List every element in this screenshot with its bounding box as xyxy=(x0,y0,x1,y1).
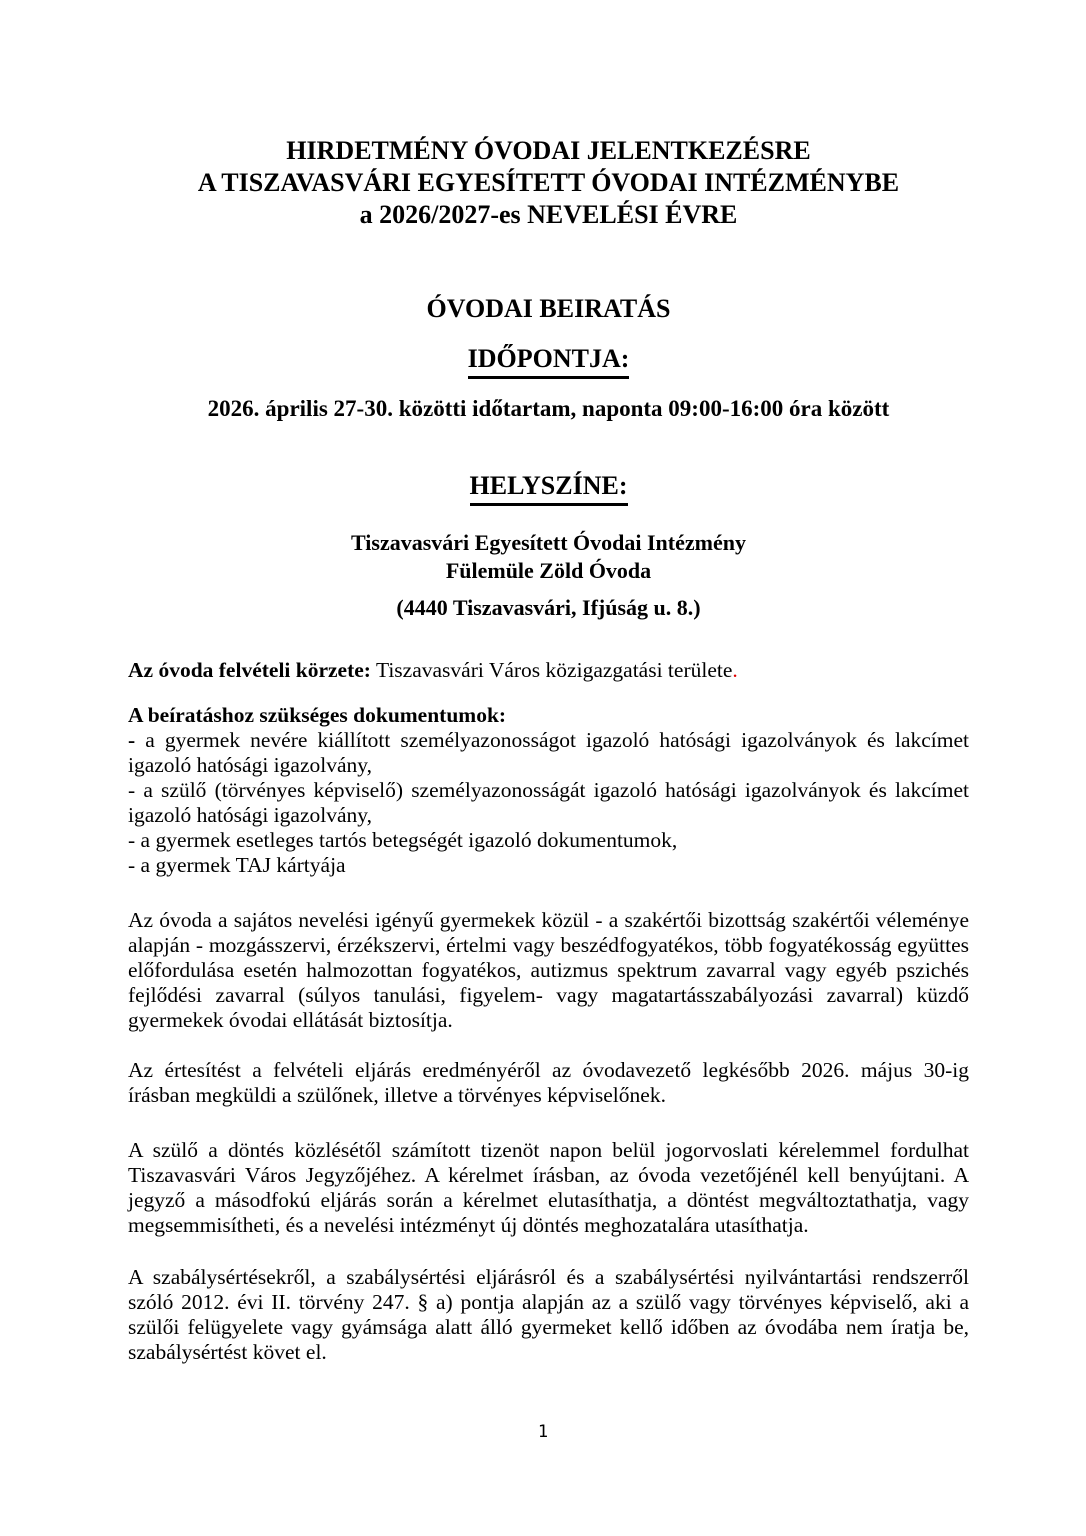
list-item-text: a gyermek TAJ kártyája xyxy=(135,853,346,877)
list-item-text: a gyermek nevére kiállított személyazonosságot igazoló hatósági igazolványok és lakcímet igazoló hatósági igazolvány, xyxy=(128,728,969,777)
venue-heading xyxy=(128,470,969,506)
list-item-text: a szülő (törvényes képviselő) személyazonosságát igazoló hatósági igazolványok és lakcímet igazoló hatósági igazolvány, xyxy=(128,778,969,827)
date-heading-text: IDŐPONTJA: xyxy=(468,343,630,379)
page-number: 1 xyxy=(537,1422,549,1442)
document-list-item xyxy=(128,853,969,878)
paragraph-offense: A szabálysértésekről, a szabálysértési eljárásról és a szabálysértési nyilvántartási rendszerről szóló 2012. évi II. törvény 247. § a) pontja alapján az a szülő vagy törvényes képviselő, aki a szülői felügyelete vagy gyámsága alatt álló gyermeket kellő időben az óvodába nem íratja be, szabálysértést követ el. xyxy=(128,1265,969,1364)
enrollment-heading: ÓVODAI BEIRATÁS xyxy=(426,294,671,323)
document-list-item xyxy=(128,828,969,853)
documents-section xyxy=(128,703,969,878)
documents-heading: A beíratáshoz szükséges dokumentumok: xyxy=(128,703,507,727)
list-bullet: - xyxy=(128,728,136,752)
document-list-item xyxy=(128,778,969,828)
title-line-1: HIRDETMÉNY ÓVODAI JELENTKEZÉSRE xyxy=(286,136,811,165)
list-bullet: - xyxy=(128,778,136,802)
list-bullet: - xyxy=(128,853,136,877)
title-line-3: a 2026/2027-es NEVELÉSI ÉVRE xyxy=(359,200,738,229)
district-line xyxy=(128,658,969,683)
date-value: 2026. április 27-30. közötti időtartam, naponta 09:00-16:00 óra között xyxy=(207,396,890,421)
document-title xyxy=(128,135,969,231)
district-value: Tiszavasvári Város közigazgatási területe xyxy=(370,658,733,682)
venue-address: (4440 Tiszavasvári, Ifjúság u. 8.) xyxy=(396,595,701,620)
venue-block xyxy=(128,529,969,585)
title-line-2: A TISZAVASVÁRI EGYESÍTETT ÓVODAI INTÉZMÉNYBE xyxy=(197,168,900,197)
list-item-text: a gyermek esetleges tartós betegségét igazoló dokumentumok, xyxy=(135,828,678,852)
venue-institution: Tiszavasvári Egyesített Óvodai Intézmény xyxy=(351,530,746,555)
district-trailing-period: . xyxy=(732,658,738,682)
document-list-item xyxy=(128,728,969,778)
district-label: Az óvoda felvételi körzete: xyxy=(128,658,371,682)
venue-heading-text: HELYSZÍNE: xyxy=(470,470,628,506)
venue-building: Fülemüle Zöld Óvoda xyxy=(445,558,652,583)
list-bullet: - xyxy=(128,828,136,852)
paragraph-appeal: A szülő a döntés közlésétől számított tizenöt napon belül jogorvoslati kérelemmel fordulhat Tiszavasvári Város Jegyzőjéhez. A kérelmet írásban, az óvoda vezetőjénél kell benyújtani. A jegyző a másodfokú eljárás során a kérelmet elutasíthatja, a döntést megváltoztathatja, vagy megsemmisítheti, és a nevelési intézményt új döntés meghozatalára utasíthatja. xyxy=(128,1138,969,1237)
paragraph-notification: Az értesítést a felvételi eljárás eredményéről az óvodavezető legkésőbb 2026. május 30-ig írásban megküldi a szülőnek, illetve a törvényes képviselőnek. xyxy=(128,1058,969,1107)
date-heading xyxy=(128,343,969,379)
paragraph-sni-provision: Az óvoda a sajátos nevelési igényű gyermekek közül - a szakértői bizottság szakértői véleménye alapján - mozgásszervi, érzékszervi, értelmi vagy beszédfogyatékos, több fogyatékosság együttes előfordulása esetén halmozottan fogyatékos, autizmus spektrum zavarral vagy egyéb pszichés fejlődési zavarral (súlyos tanulási, figyelem- vagy magatartásszabályozási zavarral) küzdő gyermekek óvodai ellátását biztosítja. xyxy=(128,908,969,1032)
